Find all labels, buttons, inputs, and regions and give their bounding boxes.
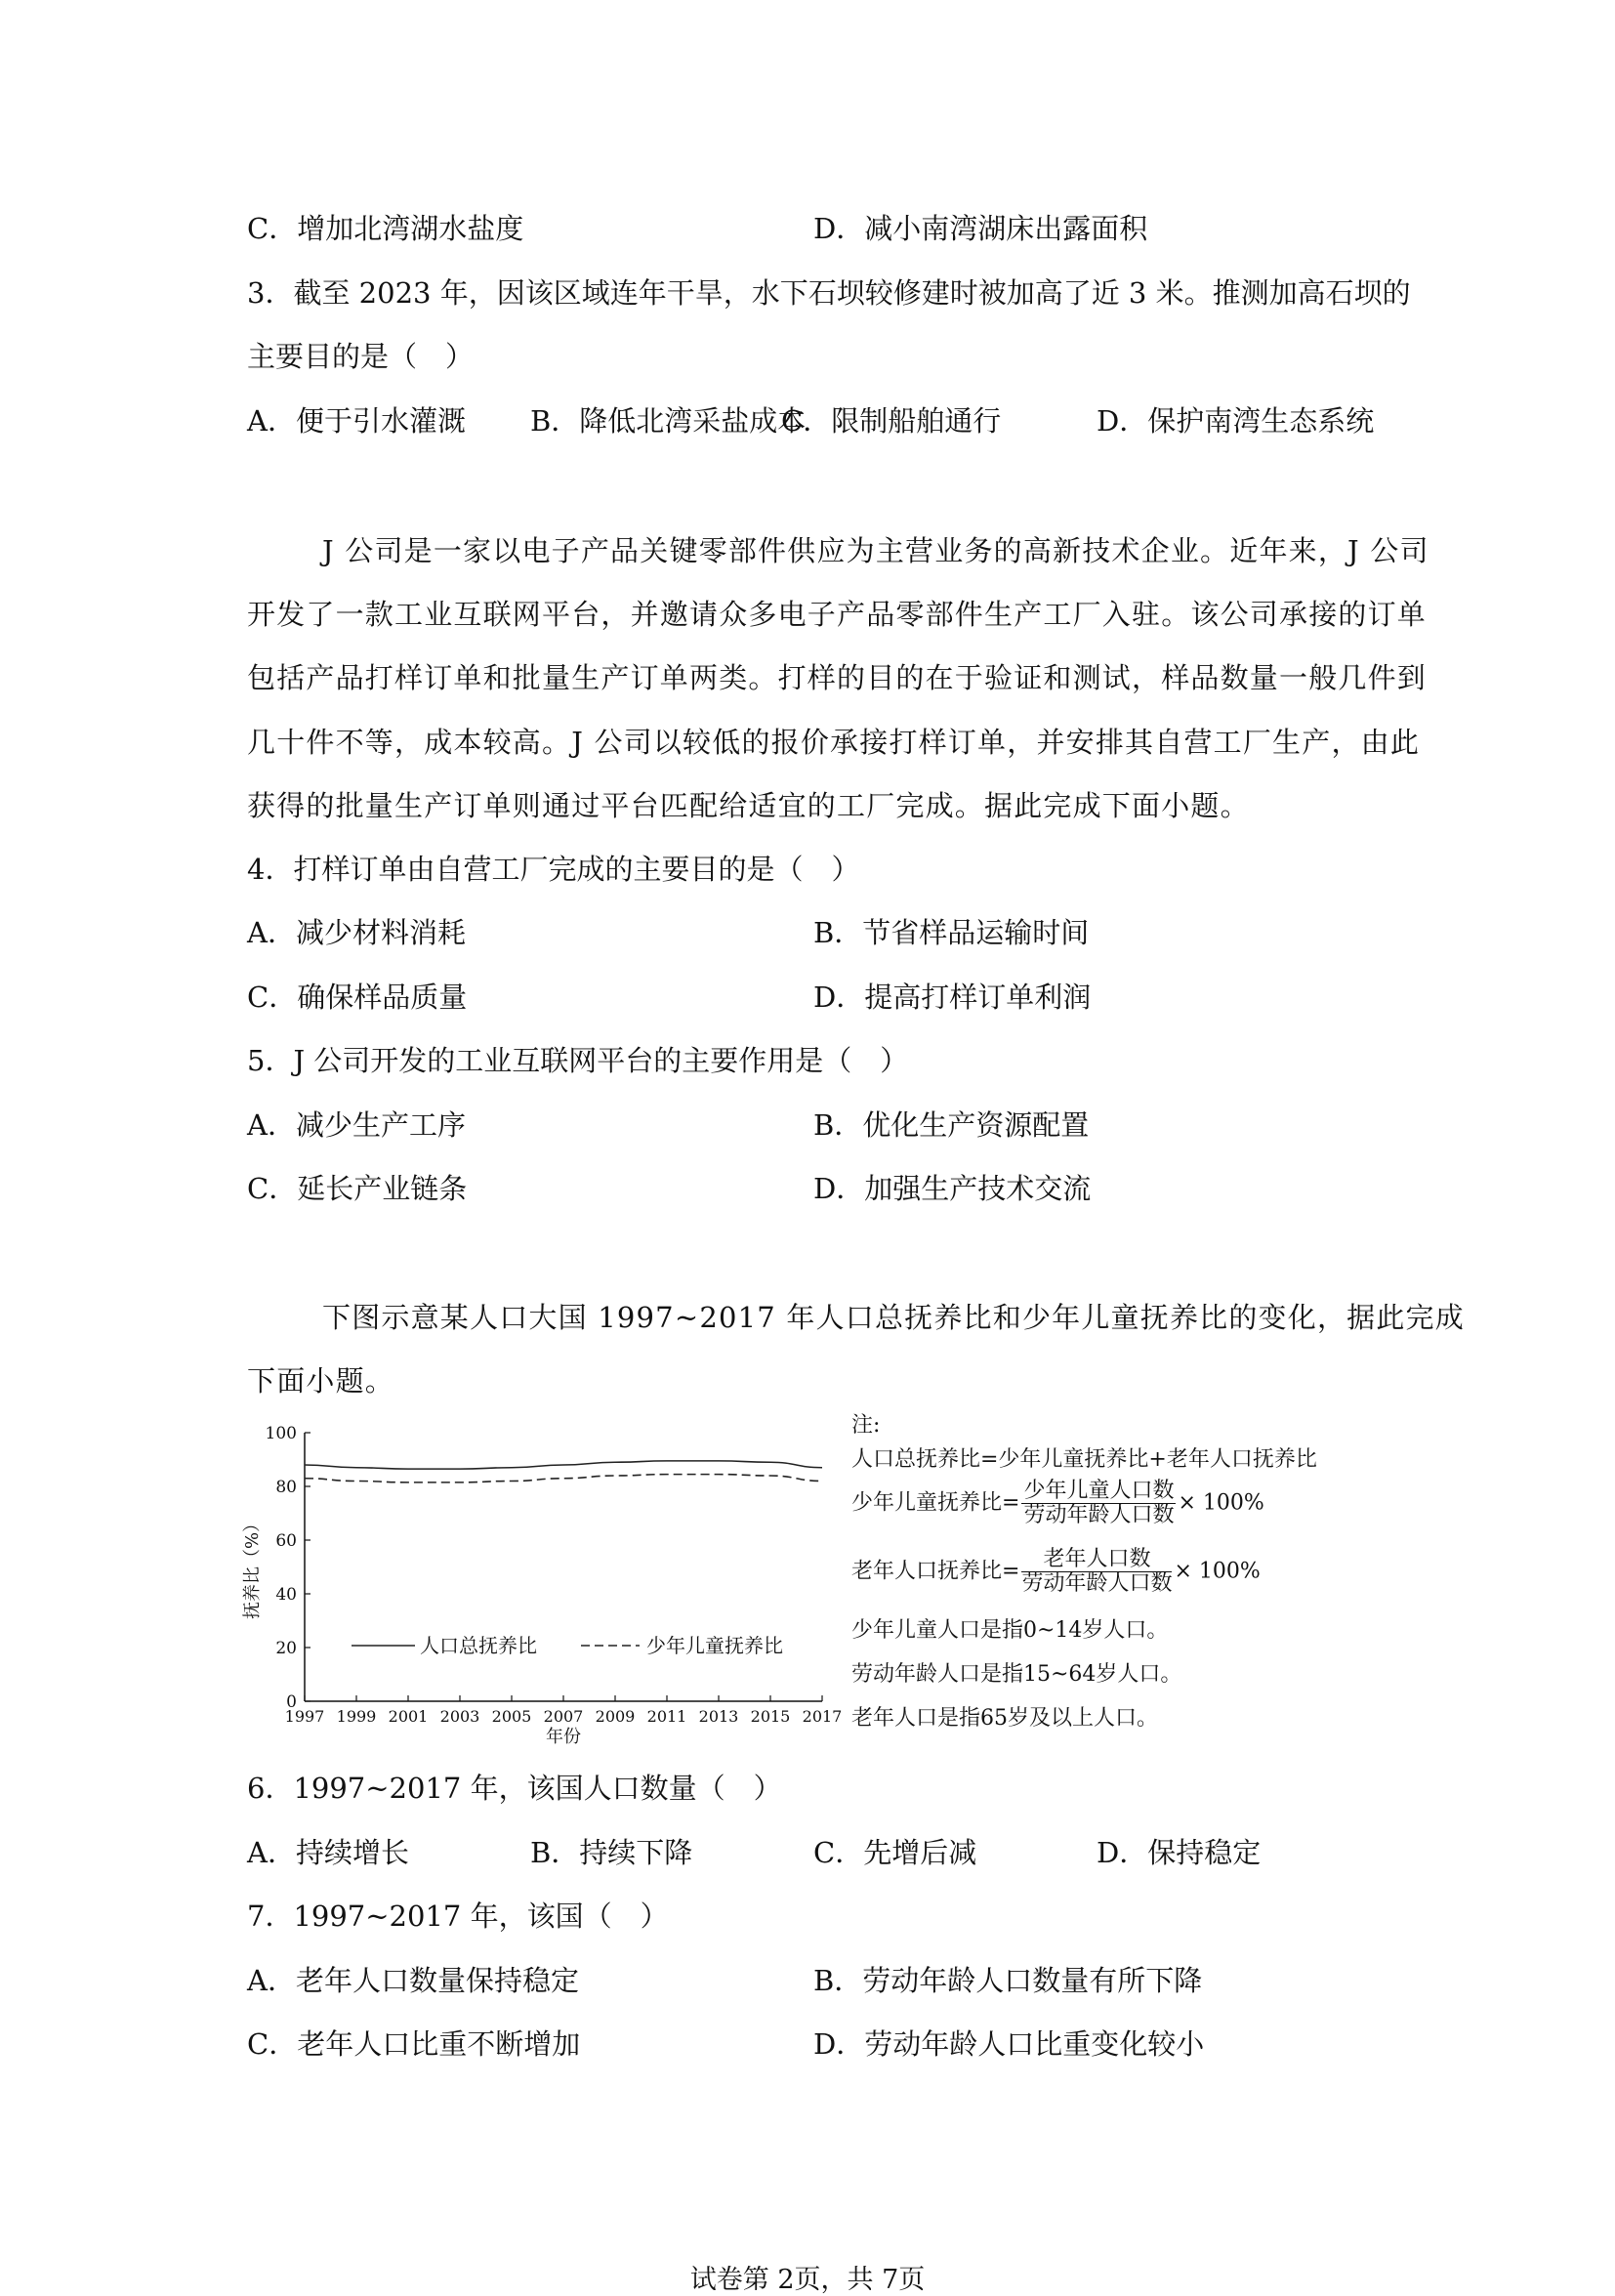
note-line3-suffix: × 100%	[1174, 1559, 1261, 1584]
q2-option-d: D．减小南湾湖床出露面积	[813, 212, 1148, 245]
q2-option-c: C．增加北湾湖水盐度	[247, 212, 524, 245]
q3-option-c: C．限制船舶通行	[781, 404, 1002, 438]
y-tick-label: 80	[275, 1478, 297, 1497]
y-tick-label: 100	[265, 1424, 297, 1443]
page-footer: 试卷第 2页，共 7页	[689, 2265, 926, 2295]
q3-option-b: B．降低北湾采盐成本	[530, 404, 807, 438]
q4-option-c: C．确保样品质量	[247, 981, 468, 1014]
x-axis-label: 年份	[546, 1727, 581, 1747]
y-tick-label: 20	[275, 1639, 297, 1658]
q3-option-a: A．便于引水灌溉	[247, 404, 466, 438]
series-line-2	[305, 1475, 822, 1482]
q5-option-c: C．延长产业链条	[247, 1172, 468, 1205]
q6-stem: 6．1997~2017 年，该国人口数量（ ）	[247, 1772, 782, 1805]
q7-stem: 7．1997~2017 年，该国（ ）	[247, 1899, 669, 1933]
note-line1: 人口总抚养比=少年儿童抚养比+老年人口抚养比	[851, 1447, 1317, 1472]
q6-option-d: D．保持稳定	[1097, 1836, 1262, 1869]
q3-stem-line2: 主要目的是（ ）	[247, 340, 475, 373]
q5-option-d: D．加强生产技术交流	[813, 1172, 1092, 1205]
q4-option-a: A．减少材料消耗	[247, 916, 466, 949]
q7-option-b: B．劳动年龄人口数量有所下降	[813, 1964, 1203, 1997]
note-line2	[851, 1480, 1264, 1527]
q3-option-d: D．保护南湾生态系统	[1097, 404, 1375, 438]
x-tick-label: 1997	[284, 1707, 325, 1726]
passage2-line1: 下图示意某人口大国 1997~2017 年人口总抚养比和少年儿童抚养比的变化，据此完成	[322, 1301, 1465, 1334]
passage1-line3: 包括产品打样订单和批量生产订单两类。打样的目的在于验证和测试，样品数量一般几件到	[247, 661, 1428, 694]
note-line3-numerator: 老年人口数	[1021, 1548, 1172, 1572]
note-line3	[851, 1548, 1261, 1596]
q7-option-d: D．劳动年龄人口比重变化较小	[813, 2027, 1205, 2061]
q3-stem-line1: 3．截至 2023 年，因该区域连年干旱，水下石坝较修建时被加高了近 3 米。推测加高石坝的	[247, 276, 1411, 310]
x-tick-label: 2009	[595, 1707, 636, 1726]
x-tick-label: 2015	[750, 1707, 791, 1726]
q4-option-b: B．节省样品运输时间	[813, 916, 1090, 949]
q4-option-d: D．提高打样订单利润	[813, 981, 1092, 1014]
x-tick-label: 2017	[802, 1707, 843, 1726]
y-axis-label: 抚养比（%）	[242, 1514, 263, 1620]
passage1-line2: 开发了一款工业互联网平台，并邀请众多电子产品零部件生产工厂入驻。该公司承接的订单	[247, 598, 1428, 631]
legend-child-ratio: 少年儿童抚养比	[646, 1634, 783, 1657]
legend-total-ratio: 人口总抚养比	[420, 1634, 537, 1657]
note-line5: 劳动年龄人口是指15~64岁人口。	[851, 1662, 1182, 1687]
note-heading: 注:	[851, 1413, 881, 1438]
passage1-line1: J 公司是一家以电子产品关键零部件供应为主营业务的高新技术企业。近年来，J 公司	[322, 534, 1429, 567]
y-tick-label: 0	[286, 1692, 297, 1712]
dependency-ratio-chart	[234, 1421, 859, 1758]
note-line3-fraction	[1021, 1548, 1172, 1596]
passage1-line5: 获得的批量生产订单则通过平台匹配给适宜的工厂完成。据此完成下面小题。	[247, 789, 1250, 822]
passage2-line2: 下面小题。	[247, 1364, 395, 1398]
q5-option-a: A．减少生产工序	[247, 1108, 466, 1142]
note-line2-fraction	[1021, 1480, 1176, 1527]
x-tick-label: 2007	[543, 1707, 584, 1726]
passage1-line4: 几十件不等，成本较高。J 公司以较低的报价承接打样订单，并安排其自营工厂生产，由此	[247, 726, 1421, 759]
x-tick-label: 2003	[439, 1707, 480, 1726]
q6-option-c: C．先增后减	[813, 1836, 977, 1869]
note-line2-denominator: 劳动年龄人口数	[1023, 1503, 1175, 1527]
note-line3-prefix: 老年人口抚养比=	[851, 1559, 1020, 1584]
note-line2-suffix: × 100%	[1178, 1490, 1264, 1516]
note-line2-numerator: 少年儿童人口数	[1023, 1479, 1175, 1503]
x-tick-label: 2013	[698, 1707, 739, 1726]
q6-option-b: B．持续下降	[530, 1836, 693, 1869]
q6-option-a: A．持续增长	[247, 1836, 409, 1869]
y-tick-label: 60	[275, 1531, 297, 1551]
q5-option-b: B．优化生产资源配置	[813, 1108, 1090, 1142]
note-line3-denominator: 劳动年龄人口数	[1021, 1571, 1173, 1596]
q4-stem: 4．打样订单由自营工厂完成的主要目的是（ ）	[247, 853, 860, 886]
q7-option-a: A．老年人口数量保持稳定	[247, 1964, 579, 1997]
y-tick-label: 40	[275, 1585, 297, 1605]
note-line4: 少年儿童人口是指0~14岁人口。	[851, 1618, 1169, 1643]
x-tick-label: 1999	[336, 1707, 377, 1726]
note-line2-prefix: 少年儿童抚养比=	[851, 1490, 1020, 1516]
note-line6: 老年人口是指65岁及以上人口。	[851, 1706, 1158, 1731]
q5-stem: 5．J 公司开发的工业互联网平台的主要作用是（ ）	[247, 1044, 909, 1077]
q7-option-c: C．老年人口比重不断增加	[247, 2027, 581, 2061]
x-tick-label: 2001	[388, 1707, 429, 1726]
x-tick-label: 2011	[646, 1707, 687, 1726]
x-tick-label: 2005	[491, 1707, 532, 1726]
series-line-1	[305, 1461, 822, 1469]
